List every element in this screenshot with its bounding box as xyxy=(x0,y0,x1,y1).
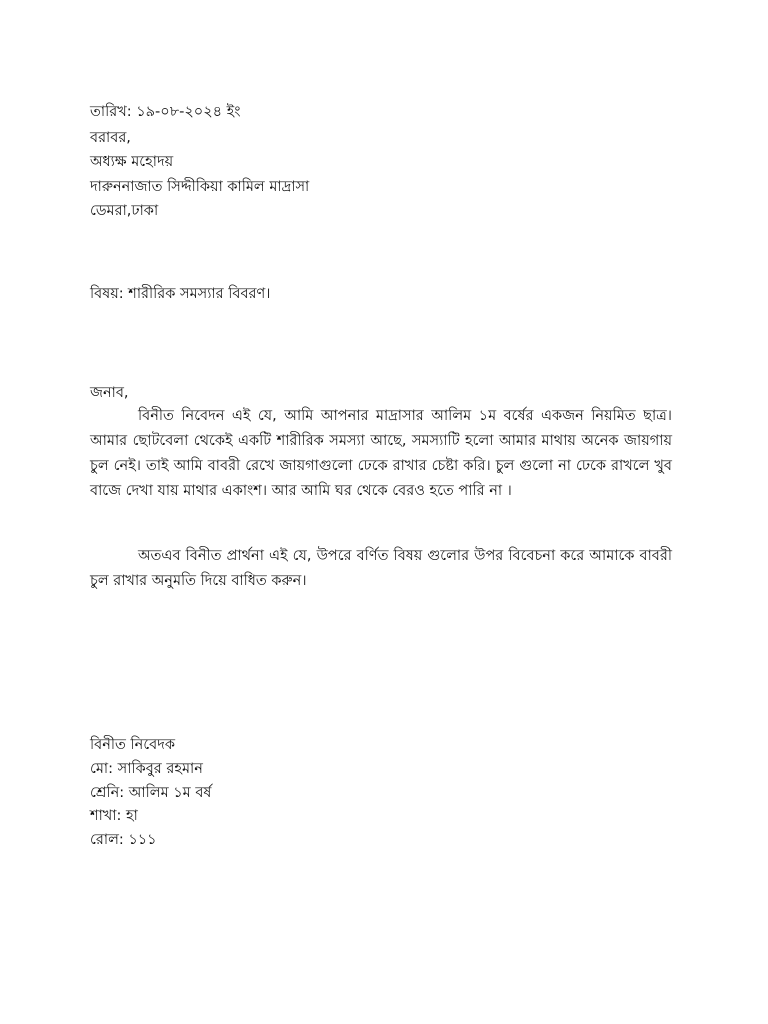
institution-name: দারুননাজাত সিদ্দীকিয়া কামিল মাদ্রাসা xyxy=(90,179,310,195)
body-paragraph-2-text: অতএব বিনীত প্রার্থনা এই যে, উপরে বর্ণিত বিষয় গুলোর উপর বিবেচনা করে আমাকে বাবরী চুল রাখার অনুমতি দিয়ে বাধিত করুন। xyxy=(90,548,672,589)
recipient-title: অধ্যক্ষ মহোদয় xyxy=(90,154,174,170)
body-paragraph-2 xyxy=(90,544,672,594)
body-paragraph-1-text: বিনীত নিবেদন এই যে, আমি আপনার মাদ্রাসার আলিম ১ম বর্ষের একজন নিয়মিত ছাত্র। আমার ছোটবেলা থেকেই একটি শারীরিক সমস্যা আছে, সমস্যাটি হলো আমার মাথায় অনেক জায়গায় চুল নেই। তাই আমি বাবরী রেখে জায়গাগুলো ঢেকে রাখার চেষ্টা করি। চুল গুলো না ঢেকে রাখলে খুব বাজে দেখা যায় মাথার একাংশ। আর আমি ঘর থেকে বেরও হতে পারি না । xyxy=(90,408,672,499)
sender-section: শাখা: হা xyxy=(90,808,138,824)
sender-class: শ্রেনি: আলিম ১ম বর্ষ xyxy=(90,785,212,801)
letter-subject: বিষয়: শারীরিক সমস্যার বিবরণ। xyxy=(90,286,271,302)
body-paragraph-1 xyxy=(90,404,672,504)
sender-roll: রোল: ১১১ xyxy=(90,832,157,848)
salutation-to: বরাবর, xyxy=(90,130,131,146)
greeting: জনাব, xyxy=(90,385,129,401)
sender-name: মো: সাকিবুর রহমান xyxy=(90,761,203,777)
letter-date: তারিখ: ১৯-০৮-২০২৪ ইং xyxy=(90,104,241,120)
institution-address: ডেমরা,ঢাকা xyxy=(90,203,159,219)
closing: বিনীত নিবেদক xyxy=(90,737,175,753)
